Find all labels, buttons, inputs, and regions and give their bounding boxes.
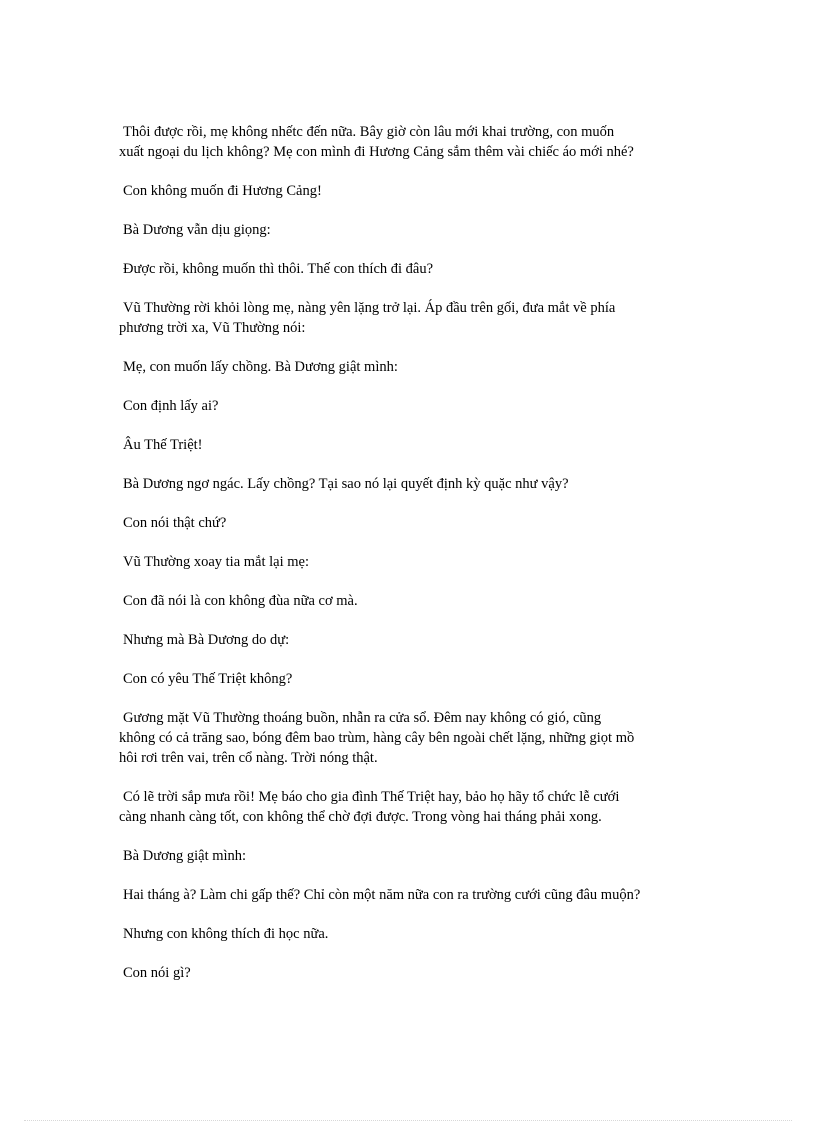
- text-line: không có cả trăng sao, bóng đêm bao trùm, hàng cây bên ngoài chết lặng, những giọt mồ: [119, 730, 635, 746]
- text-line: Hai tháng à? Làm chi gấp thế? Chỉ còn một năm nữa con ra trường cưới cũng đâu muộn?: [123, 887, 641, 903]
- paragraph: [119, 924, 709, 944]
- paragraph: [119, 846, 709, 866]
- paragraph: [119, 396, 709, 416]
- text-line: Bà Dương giật mình:: [123, 848, 247, 864]
- text-line: phương trời xa, Vũ Thường nói:: [119, 320, 306, 336]
- text-line: Bà Dương ngơ ngác. Lấy chồng? Tại sao nó lại quyết định kỳ quặc như vậy?: [123, 476, 569, 492]
- paragraph: [119, 885, 709, 905]
- paragraph: [119, 669, 709, 689]
- paragraph: [119, 298, 709, 338]
- text-line: Vũ Thường rời khỏi lòng mẹ, nàng yên lặng trở lại. Áp đầu trên gối, đưa mắt về phía: [123, 300, 616, 316]
- paragraph: [119, 220, 709, 240]
- text-line: Con có yêu Thế Triệt không?: [123, 671, 293, 687]
- text-line: Nhưng mà Bà Dương do dự:: [123, 632, 290, 648]
- paragraph: [119, 357, 709, 377]
- text-line: xuất ngoại du lịch không? Mẹ con mình đi Hương Cảng sắm thêm vài chiếc áo mới nhé?: [119, 144, 634, 160]
- paragraph: [119, 708, 709, 768]
- text-line: hôi rơi trên vai, trên cổ nàng. Trời nóng thật.: [119, 750, 378, 766]
- text-line: Nhưng con không thích đi học nữa.: [123, 926, 329, 942]
- text-line: Vũ Thường xoay tia mắt lại mẹ:: [123, 554, 310, 570]
- paragraph: [119, 259, 709, 279]
- text-line: Con không muốn đi Hương Cảng!: [123, 183, 322, 199]
- paragraph: [119, 435, 709, 455]
- text-line: càng nhanh càng tốt, con không thể chờ đợi được. Trong vòng hai tháng phải xong.: [119, 809, 602, 825]
- document-body: [119, 122, 709, 1002]
- paragraph: [119, 630, 709, 650]
- paragraph: [119, 474, 709, 494]
- text-line: Gương mặt Vũ Thường thoáng buồn, nhẫn ra cửa sổ. Đêm nay không có gió, cũng: [123, 710, 602, 726]
- text-line: Được rồi, không muốn thì thôi. Thế con thích đi đâu?: [123, 261, 434, 277]
- paragraph: [119, 591, 709, 611]
- text-line: Thôi được rồi, mẹ không nhếtc đến nữa. Bây giờ còn lâu mới khai trường, con muốn: [123, 124, 615, 140]
- paragraph: [119, 513, 709, 533]
- text-line: Âu Thế Triệt!: [123, 437, 203, 453]
- page-bottom-divider: [24, 1120, 792, 1121]
- text-line: Con đã nói là con không đùa nữa cơ mà.: [123, 593, 358, 609]
- text-line: Có lẽ trời sắp mưa rồi! Mẹ báo cho gia đình Thế Triệt hay, bảo họ hãy tổ chức lễ cưới: [123, 789, 620, 805]
- text-line: Mẹ, con muốn lấy chồng. Bà Dương giật mình:: [123, 359, 398, 375]
- paragraph: [119, 787, 709, 827]
- text-line: Bà Dương vẫn dịu giọng:: [123, 222, 271, 238]
- paragraph: [119, 963, 709, 983]
- paragraph: [119, 181, 709, 201]
- text-line: Con nói thật chứ?: [123, 515, 227, 531]
- text-line: Con định lấy ai?: [123, 398, 219, 414]
- text-line: Con nói gì?: [123, 965, 191, 981]
- paragraph: [119, 552, 709, 572]
- paragraph: [119, 122, 709, 162]
